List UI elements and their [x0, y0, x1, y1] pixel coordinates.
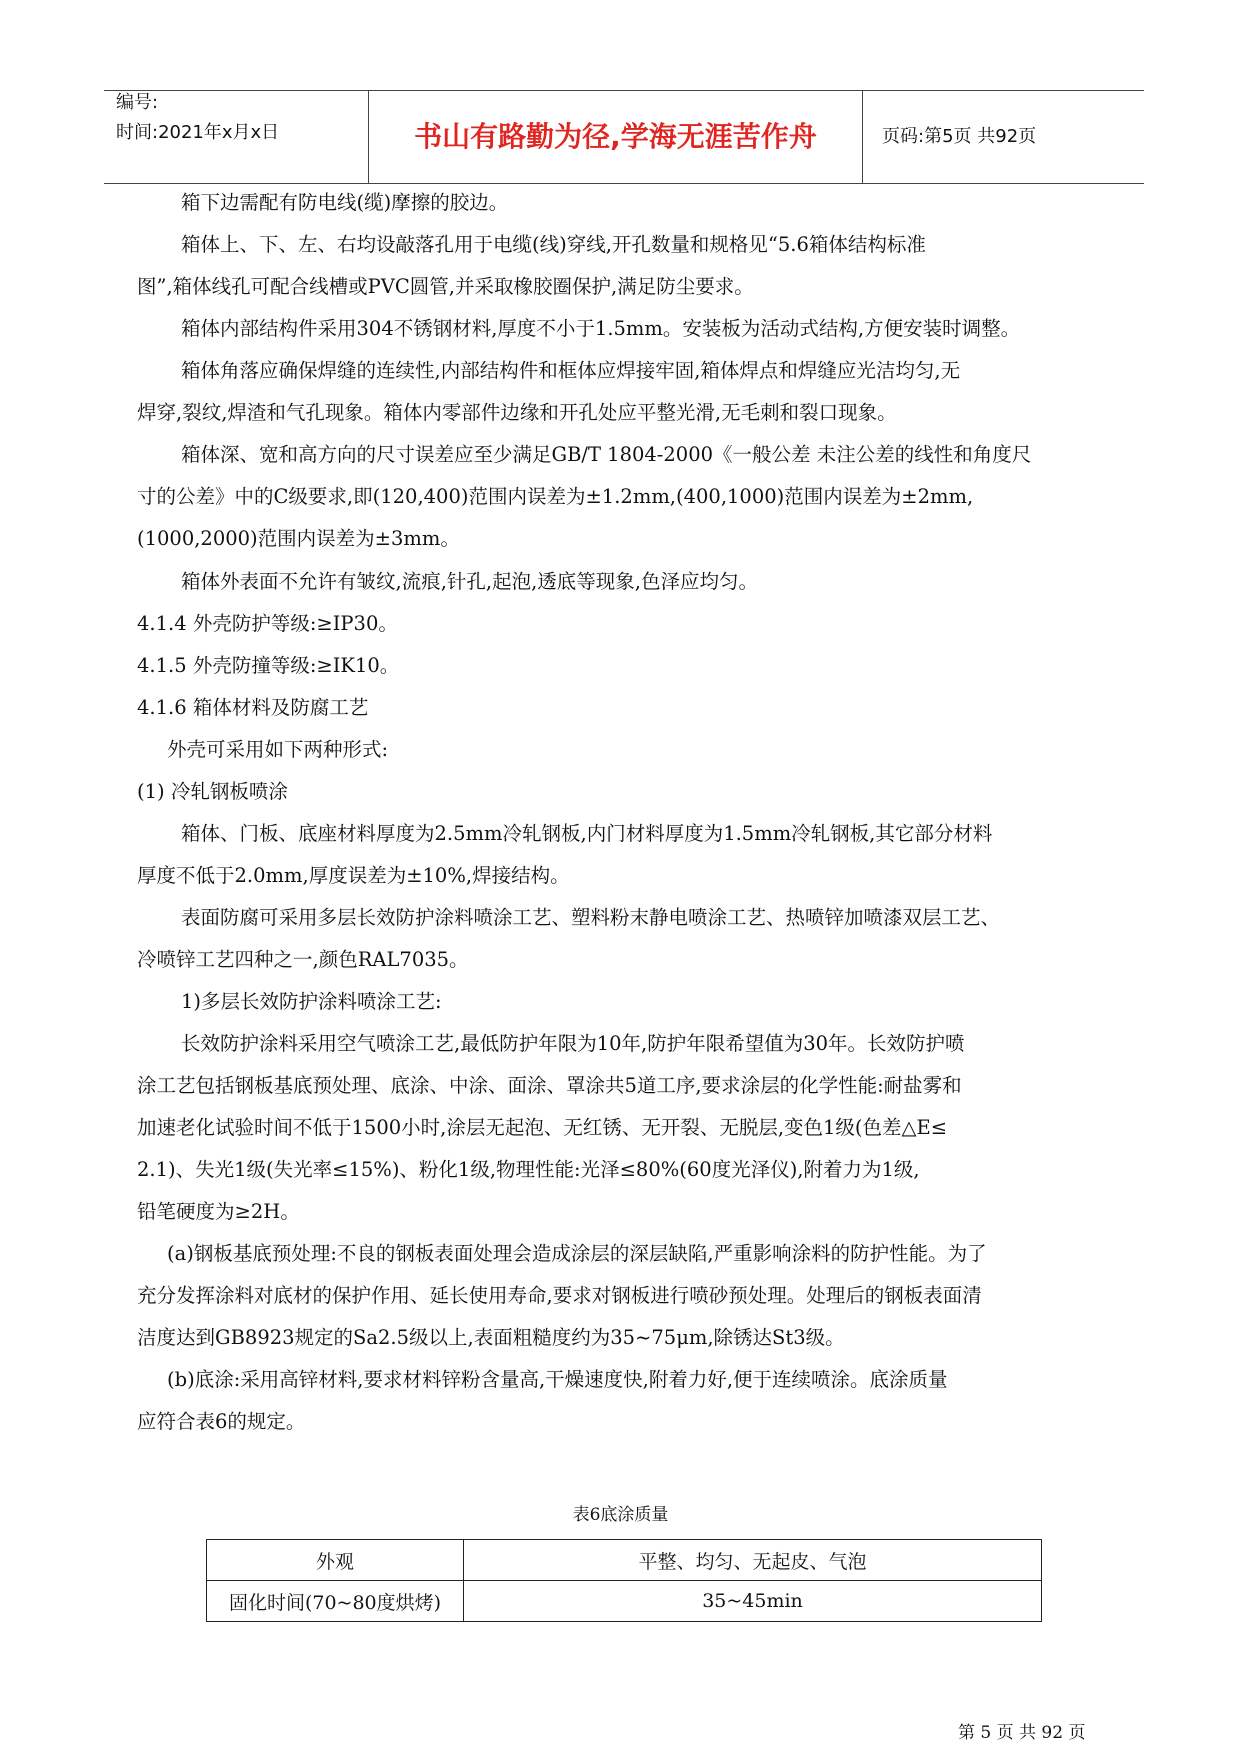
- document-time-label: 时间:2021年x月x日: [116, 122, 280, 143]
- paragraph-line: 冷喷锌工艺四种之一,颜色RAL7035。: [137, 948, 469, 971]
- section-heading: 4.1.4 外壳防护等级:≥IP30。: [137, 612, 398, 635]
- section-heading: 4.1.5 外壳防撞等级:≥IK10。: [137, 654, 400, 677]
- header-motto: 书山有路勤为径,学海无涯苦作舟: [414, 120, 817, 153]
- paragraph-line: 箱体内部结构件采用304不锈钢材料,厚度不小于1.5mm。安装板为活动式结构,方便安装时调整。: [181, 317, 1021, 340]
- paragraph-line: 表面防腐可采用多层长效防护涂料喷涂工艺、塑料粉末静电喷涂工艺、热喷锌加喷漆双层工艺、: [181, 906, 1001, 929]
- paragraph-line: 外壳可采用如下两种形式:: [167, 738, 389, 761]
- table-cell: 固化时间(70~80度烘烤): [207, 1581, 464, 1622]
- paragraph-line: 涂工艺包括钢板基底预处理、底涂、中涂、面涂、罩涂共5道工序,要求涂层的化学性能:耐盐雾和: [137, 1074, 962, 1097]
- paragraph-line: 加速老化试验时间不低于1500小时,涂层无起泡、无红锈、无开裂、无脱层,变色1级(色差△E≤: [137, 1116, 948, 1139]
- paragraph-line: 洁度达到GB8923规定的Sa2.5级以上,表面粗糙度约为35~75μm,除锈达St3级。: [137, 1326, 845, 1349]
- header-page-number: 页码:第5页 共92页: [882, 126, 1037, 147]
- paragraph-line: (a)钢板基底预处理:不良的钢板表面处理会造成涂层的深层缺陷,严重影响涂料的防护性能。为了: [167, 1242, 987, 1265]
- paragraph-line: 铅笔硬度为≥2H。: [137, 1200, 300, 1223]
- table-cell: 外观: [207, 1540, 464, 1581]
- page-footer: 第 5 页 共 92 页: [958, 1723, 1086, 1743]
- paragraph-line: 箱体深、宽和高方向的尺寸误差应至少满足GB/T 1804-2000《一般公差 未注公差的线性和角度尺: [181, 443, 1032, 466]
- paragraph-line: 焊穿,裂纹,焊渣和气孔现象。箱体内零部件边缘和开孔处应平整光滑,无毛刺和裂口现象。: [137, 401, 897, 424]
- list-item-heading: (1) 冷轧钢板喷涂: [137, 780, 288, 803]
- paragraph-line: 图”,箱体线孔可配合线槽或PVC圆管,并采取橡胶圈保护,满足防尘要求。: [137, 275, 754, 298]
- paragraph-line: 箱下边需配有防电线(缆)摩擦的胶边。: [181, 191, 509, 214]
- header-meta: [116, 91, 366, 183]
- paragraph-line: 箱体上、下、左、右均设敲落孔用于电缆(线)穿线,开孔数量和规格见“5.6箱体结构标准: [181, 233, 926, 256]
- paragraph-line: 寸的公差》中的C级要求,即(120,400)范围内误差为±1.2mm,(400,1000)范围内误差为±2mm,: [137, 485, 974, 508]
- paragraph-line: 厚度不低于2.0mm,厚度误差为±10%,焊接结构。: [137, 864, 570, 887]
- document-number-label: 编号:: [116, 92, 159, 113]
- coating-quality-table: [206, 1539, 1042, 1622]
- table-row: [207, 1581, 1042, 1622]
- paragraph-line: 箱体外表面不允许有皱纹,流痕,针孔,起泡,透底等现象,色泽应均匀。: [181, 570, 758, 593]
- paragraph-line: 应符合表6的规定。: [137, 1410, 306, 1433]
- paragraph-line: 2.1)、失光1级(失光率≤15%)、粉化1级,物理性能:光泽≤80%(60度光泽仪),附着力为1级,: [137, 1158, 920, 1181]
- paragraph-line: 长效防护涂料采用空气喷涂工艺,最低防护年限为10年,防护年限希望值为30年。长效防护喷: [181, 1032, 965, 1055]
- table-cell: 平整、均匀、无起皮、气泡: [464, 1540, 1042, 1581]
- table-cell: 35~45min: [464, 1581, 1042, 1622]
- paragraph-line: (b)底涂:采用高锌材料,要求材料锌粉含量高,干燥速度快,附着力好,便于连续喷涂。底涂质量: [167, 1368, 948, 1391]
- paragraph-line: 充分发挥涂料对底材的保护作用、延长使用寿命,要求对钢板进行喷砂预处理。处理后的钢板表面清: [137, 1284, 982, 1307]
- paragraph-line: 箱体角落应确保焊缝的连续性,内部结构件和框体应焊接牢固,箱体焊点和焊缝应光洁均匀,无: [181, 359, 961, 382]
- section-heading: 4.1.6 箱体材料及防腐工艺: [137, 696, 369, 719]
- table-row: [207, 1540, 1042, 1581]
- page-header: [104, 90, 1144, 184]
- table-caption: 表6底涂质量: [572, 1505, 669, 1525]
- list-item-heading: 1)多层长效防护涂料喷涂工艺:: [181, 990, 442, 1013]
- header-divider: [862, 91, 863, 183]
- paragraph-line: 箱体、门板、底座材料厚度为2.5mm冷轧钢板,内门材料厚度为1.5mm冷轧钢板,其它部分材料: [181, 822, 993, 845]
- paragraph-line: (1000,2000)范围内误差为±3mm。: [137, 527, 460, 550]
